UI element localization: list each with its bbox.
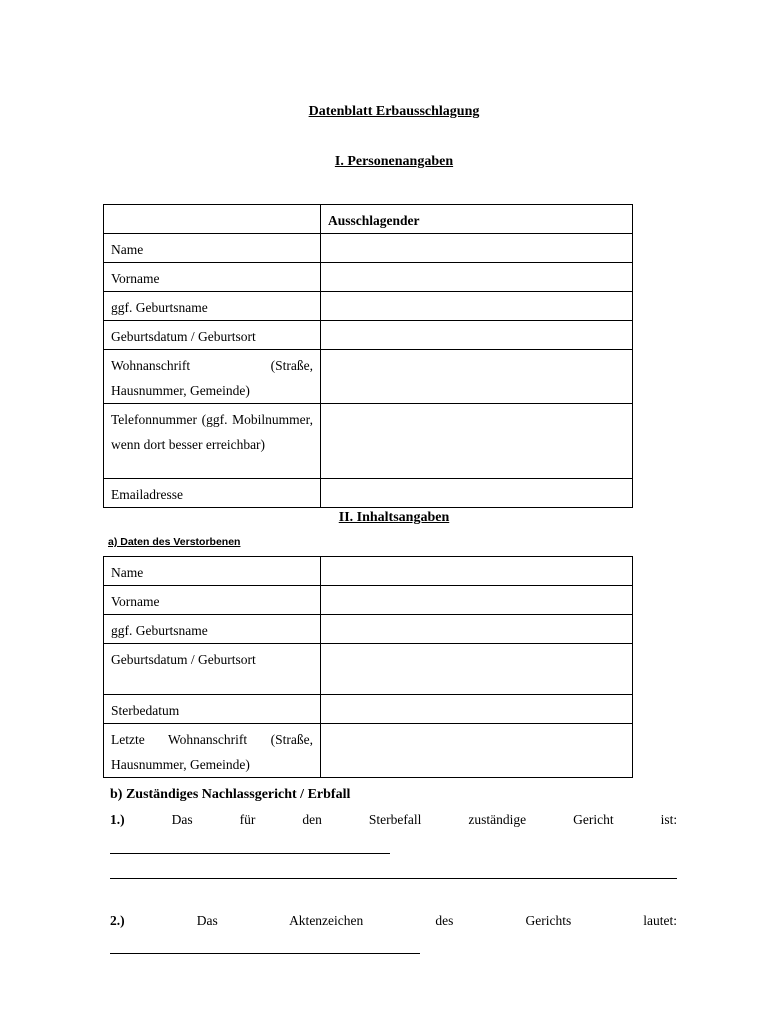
word: lautet: (643, 913, 678, 928)
table-row (104, 404, 633, 479)
court-answer-line[interactable] (110, 853, 390, 854)
subsection-heading-verstorbener: a) Daten des Verstorbenen (108, 536, 241, 548)
value-cell-geburtsname[interactable] (321, 615, 633, 644)
table-row (104, 586, 633, 615)
table-row (104, 292, 633, 321)
row-label-geburtsname: ggf. Geburtsname (104, 615, 321, 644)
row-label-telefonnummer: Telefonnummer (ggf. Mobilnummer, wenn dort besser erreichbar) (104, 404, 321, 479)
row-label-emailadresse: Emailadresse (104, 479, 321, 508)
word: Aktenzeichen (289, 913, 364, 928)
table-row (104, 350, 633, 404)
table-row (104, 644, 633, 695)
word: Sterbefall (368, 812, 422, 827)
table-header-row (104, 205, 633, 234)
value-cell-name[interactable] (321, 557, 633, 586)
value-cell-name[interactable] (321, 234, 633, 263)
word: zuständige (468, 812, 527, 827)
word: Gericht (573, 812, 614, 827)
table-row (104, 615, 633, 644)
table-row (104, 321, 633, 350)
item-number: 2.) (110, 913, 125, 928)
row-label-vorname: Vorname (104, 263, 321, 292)
value-cell-telefonnummer[interactable] (321, 404, 633, 479)
table-row (104, 557, 633, 586)
value-cell-letzte-wohnanschrift[interactable] (321, 724, 633, 778)
section-heading-inhaltsangaben: II. Inhaltsangaben (338, 510, 450, 525)
value-cell-wohnanschrift[interactable] (321, 350, 633, 404)
section-heading-personenangaben: I. Personenangaben (334, 154, 454, 169)
table-row (104, 234, 633, 263)
value-cell-geburtsdatum[interactable] (321, 644, 633, 695)
value-cell-vorname[interactable] (321, 263, 633, 292)
row-label-vorname: Vorname (104, 586, 321, 615)
value-cell-vorname[interactable] (321, 586, 633, 615)
row-label-name: Name (104, 234, 321, 263)
case-number-answer-line[interactable] (110, 953, 420, 954)
word: des (435, 913, 454, 928)
table-row (104, 479, 633, 508)
court-question-line (110, 812, 677, 828)
word: ist: (660, 812, 678, 827)
word: Das (171, 812, 193, 827)
table-header-empty-cell (104, 205, 321, 234)
table-row (104, 263, 633, 292)
court-answer-line-continued[interactable] (110, 878, 677, 879)
column-header-ausschlagender: Ausschlagender (321, 205, 633, 234)
word: den (302, 812, 322, 827)
value-cell-emailadresse[interactable] (321, 479, 633, 508)
row-label-wohnanschrift: Wohnanschrift (Straße, Hausnummer, Gemeinde) (104, 350, 321, 404)
table-row (104, 695, 633, 724)
table-row (104, 724, 633, 778)
document-title: Datenblatt Erbausschlagung (308, 104, 480, 119)
word: Gerichts (525, 913, 572, 928)
word: für (239, 812, 256, 827)
case-number-question-line (110, 913, 677, 929)
value-cell-geburtsdatum[interactable] (321, 321, 633, 350)
subsection-heading-nachlassgericht: b) Zuständiges Nachlassgericht / Erbfall (110, 787, 351, 802)
value-cell-sterbedatum[interactable] (321, 695, 633, 724)
personal-data-table (103, 204, 633, 508)
word: Das (196, 913, 218, 928)
row-label-name: Name (104, 557, 321, 586)
row-label-letzte-wohnanschrift: Letzte Wohnanschrift (Straße, Hausnummer, Gemeinde) (104, 724, 321, 778)
value-cell-geburtsname[interactable] (321, 292, 633, 321)
row-label-geburtsdatum: Geburtsdatum / Geburtsort (104, 644, 321, 695)
row-label-geburtsname: ggf. Geburtsname (104, 292, 321, 321)
item-number: 1.) (110, 812, 125, 827)
row-label-geburtsdatum: Geburtsdatum / Geburtsort (104, 321, 321, 350)
deceased-data-table (103, 556, 633, 778)
row-label-sterbedatum: Sterbedatum (104, 695, 321, 724)
